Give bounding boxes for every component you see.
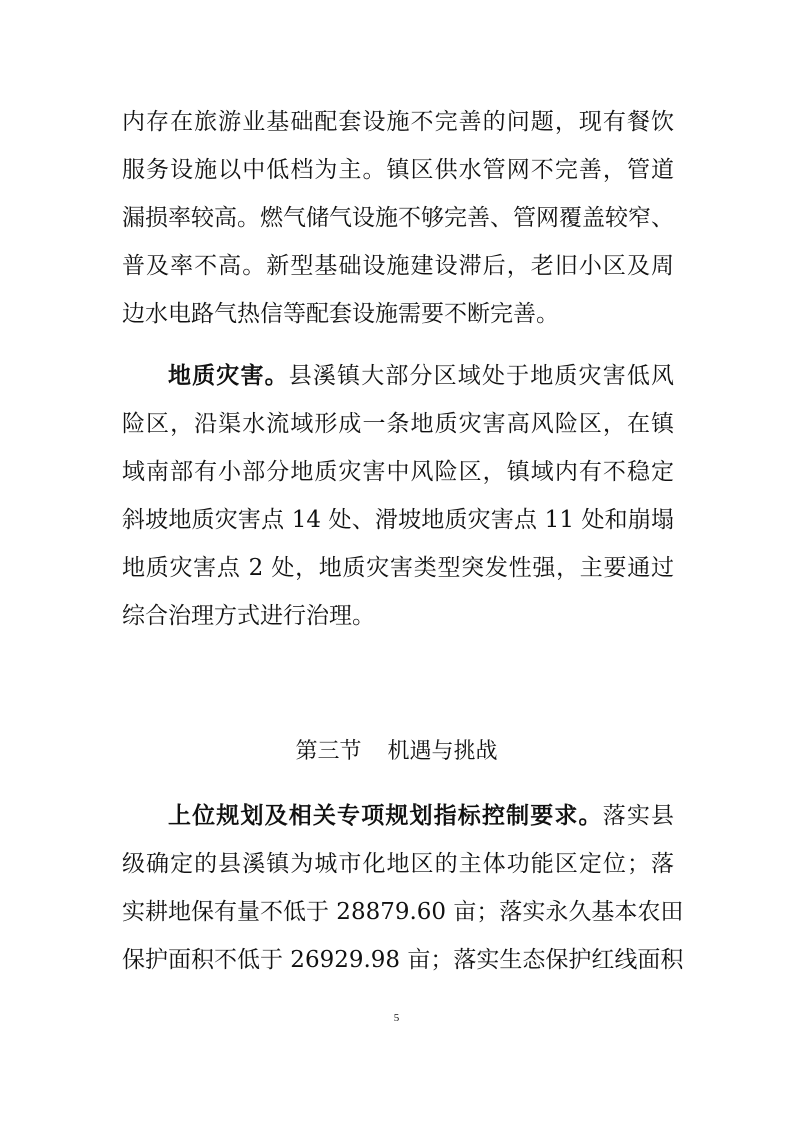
section-heading bbox=[0, 728, 793, 776]
paragraph-lead: 上位规划及相关专项规划指标控制要求。 bbox=[168, 802, 603, 829]
text-line: 服务设施以中低档为主。镇区供水管网不完善，管道 bbox=[122, 157, 674, 183]
text-line: 级确定的县溪镇为城市化地区的主体功能区定位；落 bbox=[122, 851, 674, 877]
paragraph-planning-requirements bbox=[122, 792, 684, 984]
text-line: 域南部有小部分地质灾害中风险区，镇域内有不稳定 bbox=[122, 459, 674, 485]
text-line: 普及率不高。新型基础设施建设滞后，老旧小区及周 bbox=[122, 253, 674, 279]
paragraph-infrastructure bbox=[122, 98, 674, 338]
section-number: 第三节 bbox=[295, 739, 362, 764]
text-line: 斜坡地质灾害点 14 处、滑坡地质灾害点 11 处和崩塌 bbox=[122, 507, 674, 533]
paragraph-geological-hazards bbox=[122, 352, 674, 640]
paragraph-lead: 地质灾害。 bbox=[168, 362, 289, 389]
text-line: 地质灾害点 2 处，地质灾害类型突发性强，主要通过 bbox=[122, 555, 674, 581]
section-title: 机遇与挑战 bbox=[387, 739, 498, 764]
text-line: 实耕地保有量不低于 28879.60 亩；落实永久基本农田 bbox=[122, 899, 684, 925]
text-line: 保护面积不低于 26929.98 亩；落实生态保护红线面积 bbox=[122, 947, 684, 973]
text-line: 内存在旅游业基础配套设施不完善的问题，现有餐饮 bbox=[122, 109, 674, 135]
text-line: 综合治理方式进行治理。 bbox=[122, 603, 375, 629]
text-line bbox=[122, 792, 674, 840]
page-number: 5 bbox=[393, 1012, 400, 1024]
text-line bbox=[122, 352, 674, 400]
text-line: 漏损率较高。燃气储气设施不够完善、管网覆盖较窄、 bbox=[122, 205, 674, 231]
paragraph-lead-rest: 县溪镇大部分区域处于地质灾害低风 bbox=[288, 363, 675, 389]
text-line: 边水电路气热信等配套设施需要不断完善。 bbox=[122, 301, 559, 327]
text-line: 险区，沿渠水流域形成一条地质灾害高风险区，在镇 bbox=[122, 411, 674, 437]
paragraph-lead-rest: 落实县 bbox=[602, 803, 675, 829]
